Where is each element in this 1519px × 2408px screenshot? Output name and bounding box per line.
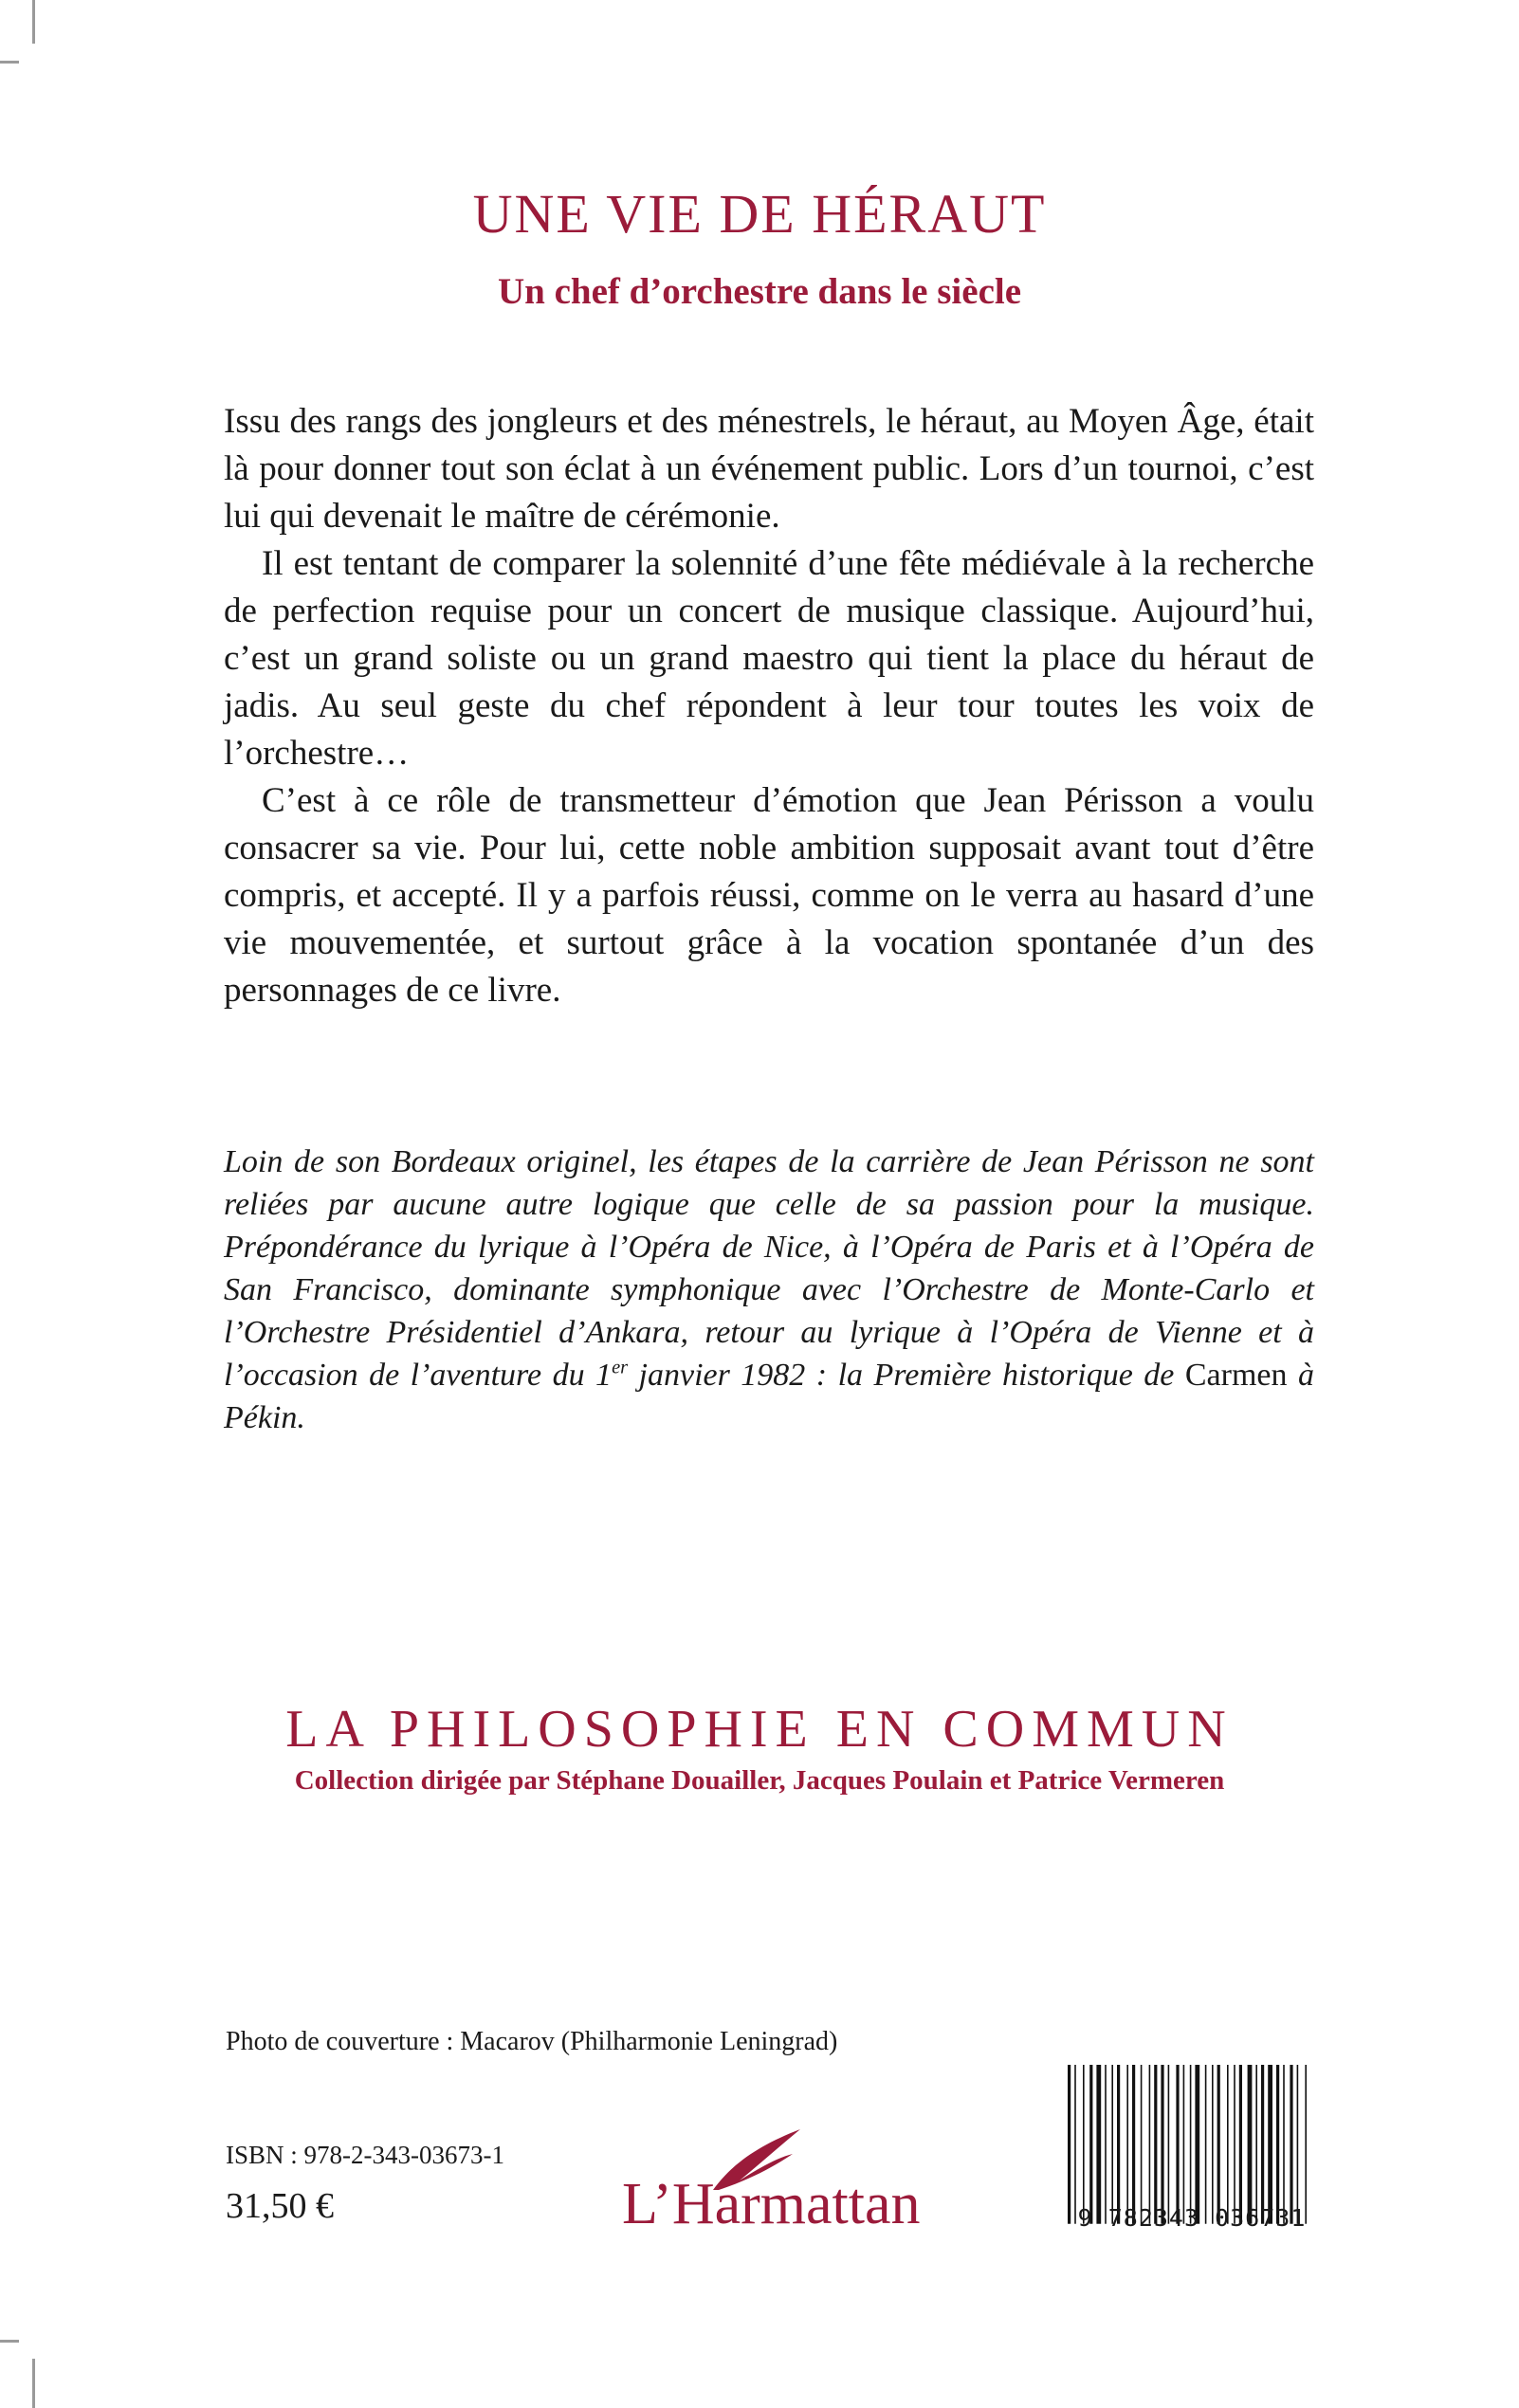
summary-text: Loin de son Bordeaux originel, les étapes de la carrière de Jean Périsson ne sont reliées par aucune autre logique que celle de sa passion pour la musique. Prépondérance du lyrique à l’Opéra de Nice, à l’Opéra de Paris et à l’Opéra de San Francisco, dominante symphonique avec l’Orchestre de Monte-Carlo et l’Orchestre Présidentiel d’Ankara, retour au lyrique à l’Opéra de Vienne et à l’occasion de l’aventure du 1 — [224, 1144, 1314, 1393]
crop-mark-bottom-left-v — [32, 2359, 35, 2408]
description-paragraph: C’est à ce rôle de transmetteur d’émotion que Jean Périsson a voulu consacrer sa vie. Pour lui, cette noble ambition supposait avant tout d’être compris, et accepté. Il y a parfois réussi, comme on le verra au hasard d’une vie mouvementée, et surtout grâce à la vocation spontanée d’un des personnages de ce livre. — [224, 781, 1314, 1010]
description — [224, 398, 1314, 1014]
book-title: UNE VIE DE HÉRAUT — [472, 183, 1047, 245]
barcode-bar — [1111, 2065, 1113, 2224]
barcode-bar — [1283, 2065, 1285, 2224]
barcode-bar — [1083, 2065, 1085, 2224]
publisher-name: L’Harmattan — [622, 2172, 921, 2236]
collection-name: LA PHILOSOPHIE EN COMMUN — [285, 1700, 1234, 1759]
barcode-bar — [1096, 2065, 1101, 2224]
book-subtitle: Un chef d’orchestre dans le siècle — [497, 271, 1022, 312]
barcode — [1064, 2065, 1320, 2226]
barcode-bar — [1117, 2065, 1120, 2224]
barcode-bar — [1234, 2065, 1235, 2224]
barcode-bar — [1176, 2065, 1179, 2224]
crop-mark-top-left-h — [0, 61, 19, 64]
crop-mark-top-left-v — [32, 0, 35, 44]
barcode-bar — [1268, 2065, 1272, 2224]
barcode-bar — [1212, 2065, 1214, 2224]
barcode-bar — [1105, 2065, 1107, 2224]
barcode-bar — [1132, 2065, 1135, 2224]
barcode-bar — [1068, 2065, 1071, 2224]
barcode-bar — [1248, 2065, 1253, 2224]
barcode-bar — [1195, 2065, 1199, 2224]
summary-work-title: Carmen — [1184, 1358, 1288, 1393]
barcode-bar — [1154, 2065, 1157, 2224]
barcode-bar — [1161, 2065, 1163, 2224]
barcode-bar — [1261, 2065, 1264, 2224]
summary-text: à Pékin. — [224, 1358, 1314, 1435]
barcode-bar — [1227, 2065, 1229, 2224]
crop-mark-bottom-left-h — [0, 2340, 19, 2343]
barcode-bar — [1205, 2065, 1207, 2224]
summary-text: janvier 1982 : la Première historique de — [628, 1358, 1185, 1393]
barcode-bar — [1305, 2065, 1307, 2224]
price: 31,50 € — [226, 2186, 334, 2226]
barcode-bar — [1217, 2065, 1220, 2224]
barcode-bar — [1149, 2065, 1151, 2224]
barcode-bar — [1089, 2065, 1092, 2224]
barcode-bar — [1297, 2065, 1299, 2224]
summary-superscript: er — [612, 1357, 629, 1378]
barcode-bar — [1239, 2065, 1242, 2224]
isbn: ISBN : 978-2-343-03673-1 — [226, 2141, 504, 2169]
photo-credit: Photo de couverture : Macarov (Philharmonie Leningrad) — [226, 2027, 838, 2056]
publisher-logo — [622, 2135, 944, 2239]
barcode-bar — [1190, 2065, 1192, 2224]
description-paragraph: Il est tentant de comparer la solennité d’une fête médiévale à la recherche de perfection requise pour un concert de musique classique. Aujourd’hui, c’est un grand soliste ou un grand maestro qui tient la place du héraut de jadis. Au seul geste du chef répondent à leur tour toutes les voix de l’orchestre… — [224, 544, 1314, 773]
barcode-bar — [1290, 2065, 1292, 2224]
barcode-digits: 9 782343 036731 — [1077, 2204, 1307, 2232]
barcode-bar — [1074, 2065, 1076, 2224]
barcode-bar — [1126, 2065, 1128, 2224]
career-summary — [224, 1140, 1314, 1439]
collection-directors: Collection dirigée par Stéphane Douailler, Jacques Poulain et Patrice Vermeren — [294, 1765, 1225, 1796]
barcode-bar — [1276, 2065, 1279, 2224]
description-paragraph: Issu des rangs des jongleurs et des ménestrels, le héraut, au Moyen Âge, était là pour donner tout son éclat à un événement public. Lors d’un tournoi, c’est lui qui devenait le maître de cérémonie. — [224, 402, 1314, 536]
barcode-bar — [1255, 2065, 1257, 2224]
barcode-bar — [1141, 2065, 1143, 2224]
barcode-bar — [1168, 2065, 1170, 2224]
barcode-bar — [1183, 2065, 1185, 2224]
